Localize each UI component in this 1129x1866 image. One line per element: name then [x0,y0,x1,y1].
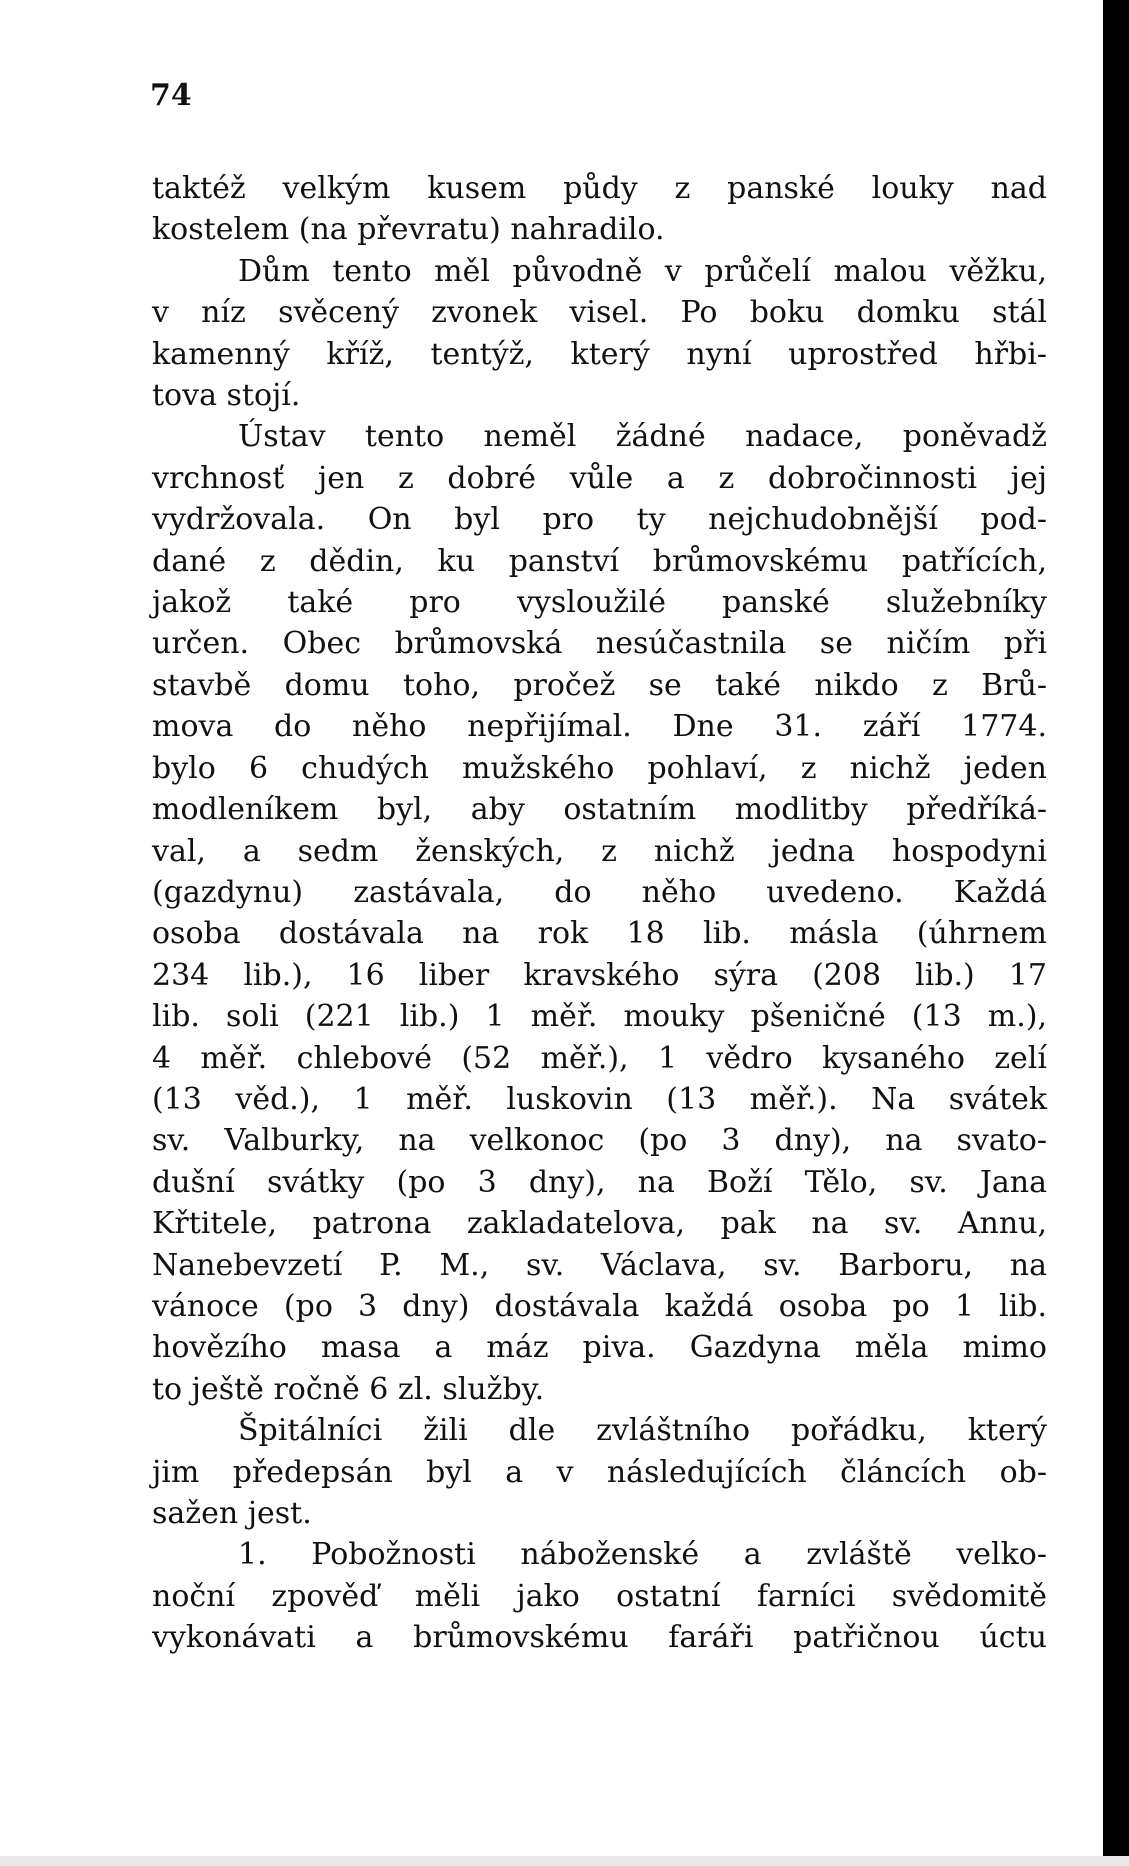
text-line: tova stojí. [152,378,301,414]
text-line: hovězího masa a máz piva. Gazdyna měla mimo [152,1330,1047,1366]
text-line: Špitálníci žili dle zvláštního pořádku, který [238,1413,1047,1449]
text-line: dané z dědin, ku panství brůmovskému patřících, [152,543,1047,579]
text-line: Křtitele, patrona zakladatelova, pak na sv. Annu, [152,1206,1047,1242]
text-line: bylo 6 chudých mužského pohlaví, z nichž jeden [152,750,1047,786]
text-line: kamenný kříž, tentýž, který nyní uprostřed hřbi- [152,336,1047,372]
page-number: 74 [150,78,192,113]
text-line: sažen jest. [152,1496,312,1531]
text-line: (gazdynu) zastávala, do něho uvedeno. Každá [152,874,1047,910]
text-line: určen. Obec brůmovská nesúčastnila se ničím při [152,626,1047,662]
text-line: 234 lib.), 16 liber kravského sýra (208 lib.) 17 [152,957,1047,993]
text-line: Nanebevzetí P. M., sv. Václava, sv. Barboru, na [152,1247,1047,1283]
text-line: Ústav tento neměl žádné nadace, poněvadž [238,419,1047,455]
text-line: sv. Valburky, na velkonoc (po 3 dny), na svato- [152,1123,1047,1159]
text-line: Dům tento měl původně v průčelí malou věžku, [238,253,1047,289]
text-line: 4 měř. chlebové (52 měř.), 1 vědro kysaného zelí [152,1040,1047,1076]
text-line: kostelem (na převratu) nahradilo. [152,212,665,248]
body-text [152,168,1047,1659]
text-line: noční zpověď měli jako ostatní farníci svědomitě [152,1578,1047,1614]
text-line: jim předepsán byl a v následujících článcích ob- [152,1454,1047,1490]
text-line: (13 věd.), 1 měř. luskovin (13 měř.). Na svátek [152,1081,1047,1117]
text-line: vrchnosť jen z dobré vůle a z dobročinnosti jej [152,460,1047,496]
page-edge-shadow [1103,0,1129,1866]
text-line: v níz svěcený zvonek visel. Po boku domku stál [152,295,1047,331]
text-line: modleníkem byl, aby ostatním modlitby předříká- [152,792,1047,828]
text-line: stavbě domu toho, pročež se také nikdo z Brů- [152,667,1047,703]
page-bottom-shade [0,1856,1129,1866]
text-line: vydržovala. On byl pro ty nejchudobnější pod- [152,502,1047,538]
text-line: taktéž velkým kusem půdy z panské louky nad [152,171,1047,206]
text-line: 1. Pobožnosti náboženské a zvláště velko- [238,1537,1047,1573]
text-line: to ještě ročně 6 zl. služby. [152,1371,545,1407]
text-line: jakož také pro vysloužilé panské služebníky [152,585,1047,621]
text-line: val, a sedm ženských, z nichž jedna hospodyni [152,833,1047,869]
text-line: mova do něho nepřijímal. Dne 31. září 1774. [152,709,1047,745]
text-line: vykonávati a brůmovskému faráři patřičnou úctu [152,1620,1047,1656]
text-line: lib. soli (221 lib.) 1 měř. mouky pšeničné (13 m.), [152,999,1047,1035]
text-line: osoba dostávala na rok 18 lib. másla (úhrnem [152,916,1047,952]
text-line: vánoce (po 3 dny) dostávala každá osoba po 1 lib. [152,1288,1047,1324]
text-line: dušní svátky (po 3 dny), na Boží Tělo, sv. Jana [152,1164,1047,1200]
